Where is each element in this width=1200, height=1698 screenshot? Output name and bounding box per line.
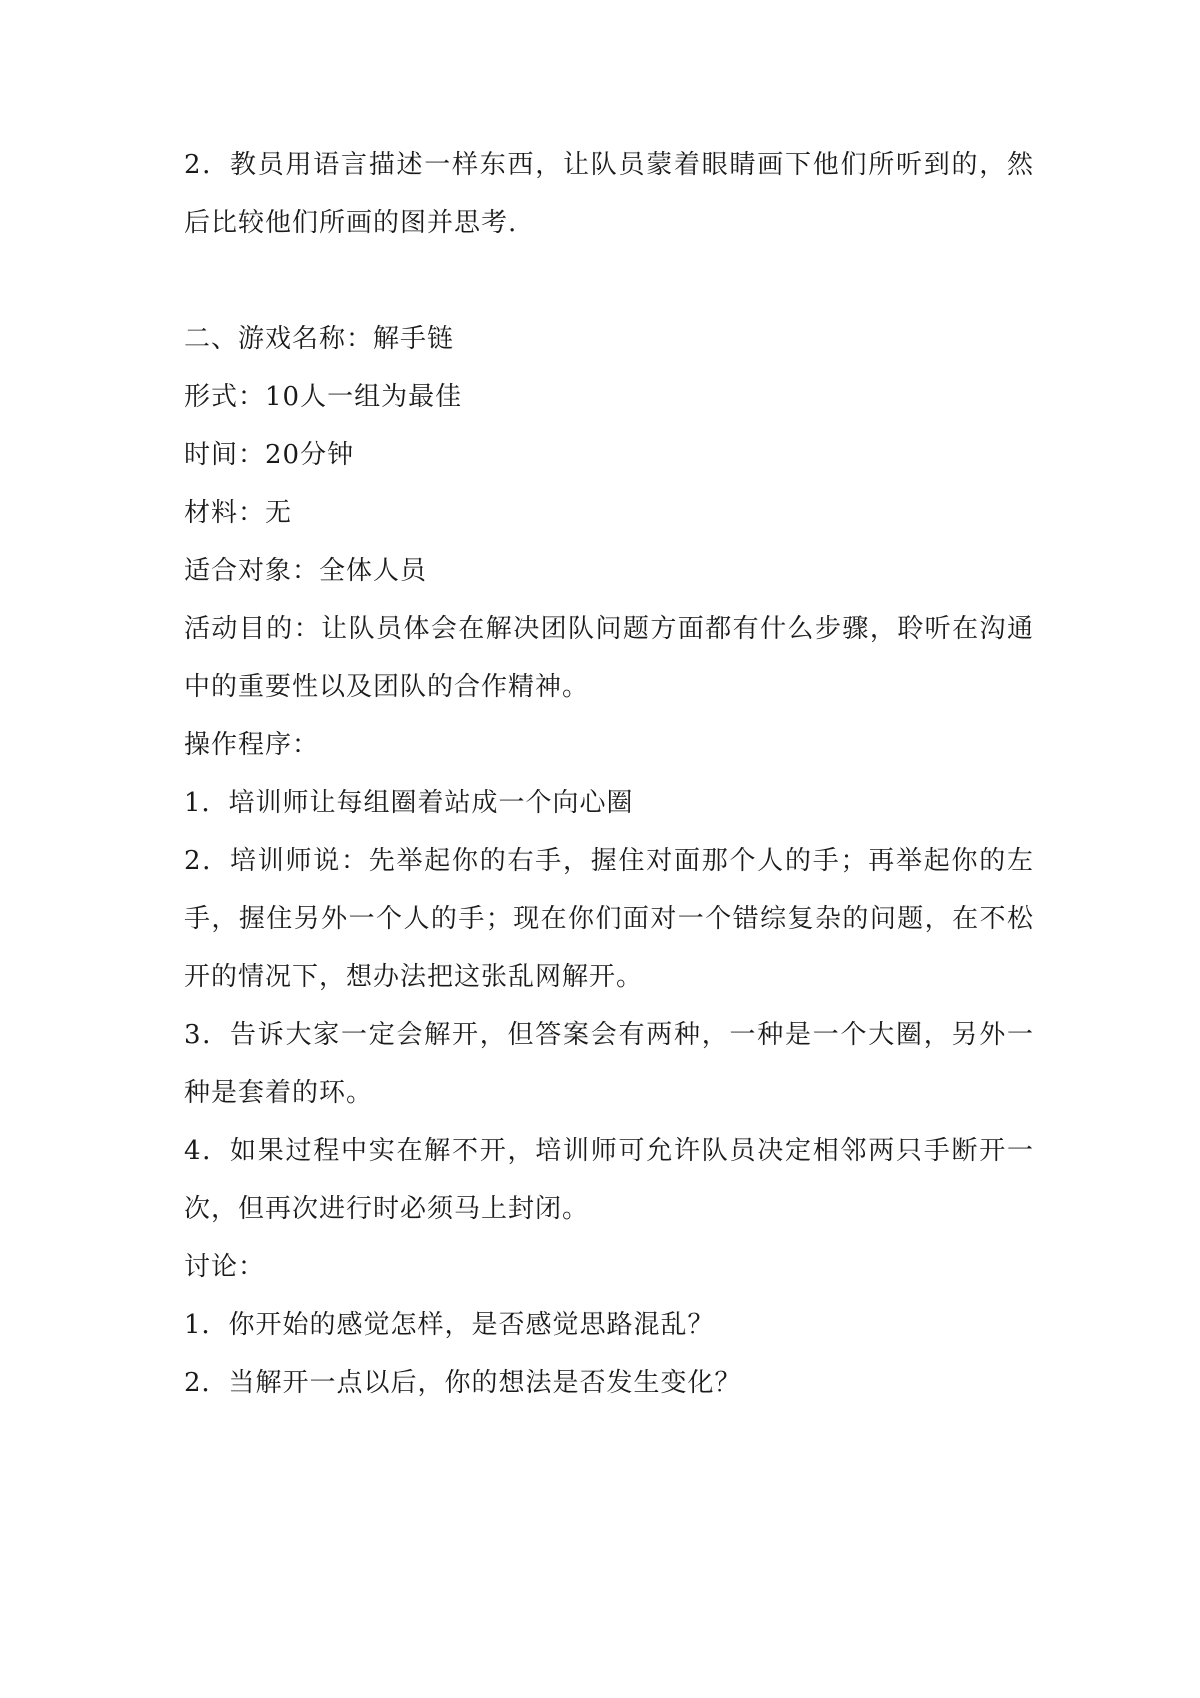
game-purpose-line1: 活动目的：让队员体会在解决团队问题方面都有什么步骤，聆听在沟通 <box>184 614 1034 644</box>
intro-item2-line1: 2．教员用语言描述一样东西，让队员蒙着眼睛画下他们所听到的，然 <box>184 150 1034 180</box>
procedure-step2-line1: 2．培训师说：先举起你的右手，握住对面那个人的手；再举起你的左 <box>184 846 1034 876</box>
game-heading: 二、游戏名称：解手链 <box>184 324 455 354</box>
procedure-step2-line2: 手，握住另外一个人的手；现在你们面对一个错综复杂的问题，在不松 <box>184 904 1034 934</box>
procedure-step3-line2: 种是套着的环。 <box>184 1078 374 1108</box>
procedure-step3-line1: 3．告诉大家一定会解开，但答案会有两种，一种是一个大圈，另外一 <box>184 1020 1034 1050</box>
game-purpose-line2: 中的重要性以及团队的合作精神。 <box>184 672 590 702</box>
game-time: 时间：20分钟 <box>184 440 355 470</box>
procedure-title: 操作程序： <box>184 730 320 760</box>
intro-item2-line2: 后比较他们所画的图并思考. <box>184 208 518 238</box>
game-audience: 适合对象：全体人员 <box>184 556 428 586</box>
game-form: 形式：10人一组为最佳 <box>184 382 463 412</box>
discussion-question-1: 1．你开始的感觉怎样，是否感觉思路混乱？ <box>184 1310 715 1340</box>
procedure-step4-line2: 次，但再次进行时必须马上封闭。 <box>184 1194 590 1224</box>
procedure-step4-line1: 4．如果过程中实在解不开，培训师可允许队员决定相邻两只手断开一 <box>184 1136 1034 1166</box>
game-material: 材料：无 <box>184 498 293 528</box>
procedure-step1: 1．培训师让每组圈着站成一个向心圈 <box>184 788 634 818</box>
discussion-question-2: 2．当解开一点以后，你的想法是否发生变化？ <box>184 1368 742 1398</box>
discussion-title: 讨论： <box>184 1252 266 1282</box>
procedure-step2-line3: 开的情况下，想办法把这张乱网解开。 <box>184 962 644 992</box>
